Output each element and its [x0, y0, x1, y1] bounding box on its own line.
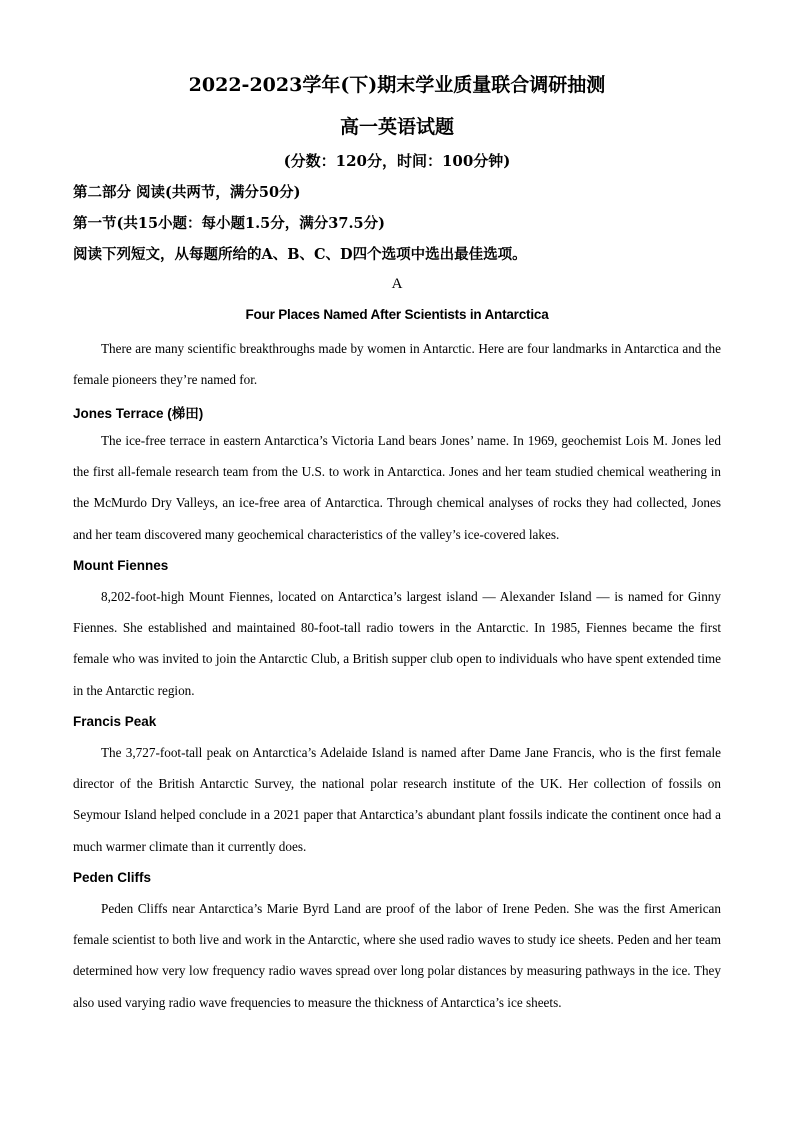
- section-heading-peden-cliffs: Peden Cliffs: [73, 870, 152, 885]
- section-text-mount-fiennes: 8,202-foot-high Mount Fiennes, located on Antarctica’s largest island — Alexander Island — is named for Ginny Fiennes. She established and maintained 80-foot-tall radio towers in the Antarctic. In 1985, Fiennes became the first female who was invited to join the Antarctic Club, a British supper club open to individuals who have spent extended time in the Antarctic region.: [73, 589, 721, 698]
- intro-paragraph: There are many scientific breakthroughs made by women in Antarctic. Here are four landmarks in Antarctica and the female pioneers they’re named for.: [73, 341, 721, 388]
- subject-title: 高一英语试题: [339, 116, 454, 138]
- section-heading-francis-peak: Francis Peak: [73, 714, 157, 729]
- section-heading-jones-terrace: Jones Terrace (梯田): [73, 406, 204, 421]
- passage-label: A: [391, 276, 403, 292]
- part-instruction: 第二部分 阅读(共两节，满分50分): [73, 184, 301, 201]
- section-instruction: 第一节(共15小题：每小题1.5分，满分37.5分): [73, 215, 385, 232]
- passage-title: Four Places Named After Scientists in Antarctica: [245, 307, 549, 322]
- section-text-jones-terrace: The ice-free terrace in eastern Antarctica’s Victoria Land bears Jones’ name. In 1969, geochemist Lois M. Jones led the first all-female research team from the U.S. to work in Antarctica. Jones and her team studied chemical weathering in the McMurdo Dry Valleys, an ice-free area of Antarctica. Through chemical analyses of rocks they had collected, Jones and her team discovered many geochemical characteristics of the valley’s ice-covered lakes.: [73, 433, 721, 542]
- score-time-info: (分数：120分，时间：100分钟): [283, 152, 511, 170]
- exam-title: 2022-2023学年(下)期末学业质量联合调研抽测: [188, 74, 606, 96]
- section-heading-mount-fiennes: Mount Fiennes: [73, 558, 169, 573]
- section-text-peden-cliffs: Peden Cliffs near Antarctica’s Marie Byrd Land are proof of the labor of Irene Peden. She was the first American female scientist to both live and work in the Antarctic, where she used radio waves to study ice sheets. Peden and her team determined how very low frequency radio waves spread over long polar distances by measuring pathways in the ice. They also used varying radio wave frequencies to measure the thickness of Antarctica’s ice sheets.: [73, 901, 721, 1010]
- direction-instruction: 阅读下列短文，从每题所给的A、B、C、D四个选项中选出最佳选项。: [73, 246, 527, 263]
- section-text-francis-peak: The 3,727-foot-tall peak on Antarctica’s Adelaide Island is named after Dame Jane Francis, who is the first female director of the British Antarctic Survey, the national polar research institute of the UK. Her collection of fossils on Seymour Island helped conclude in a 2021 paper that Antarctica’s abundant plant fossils indicate the continent once had a much warmer climate than it currently does.: [73, 745, 721, 854]
